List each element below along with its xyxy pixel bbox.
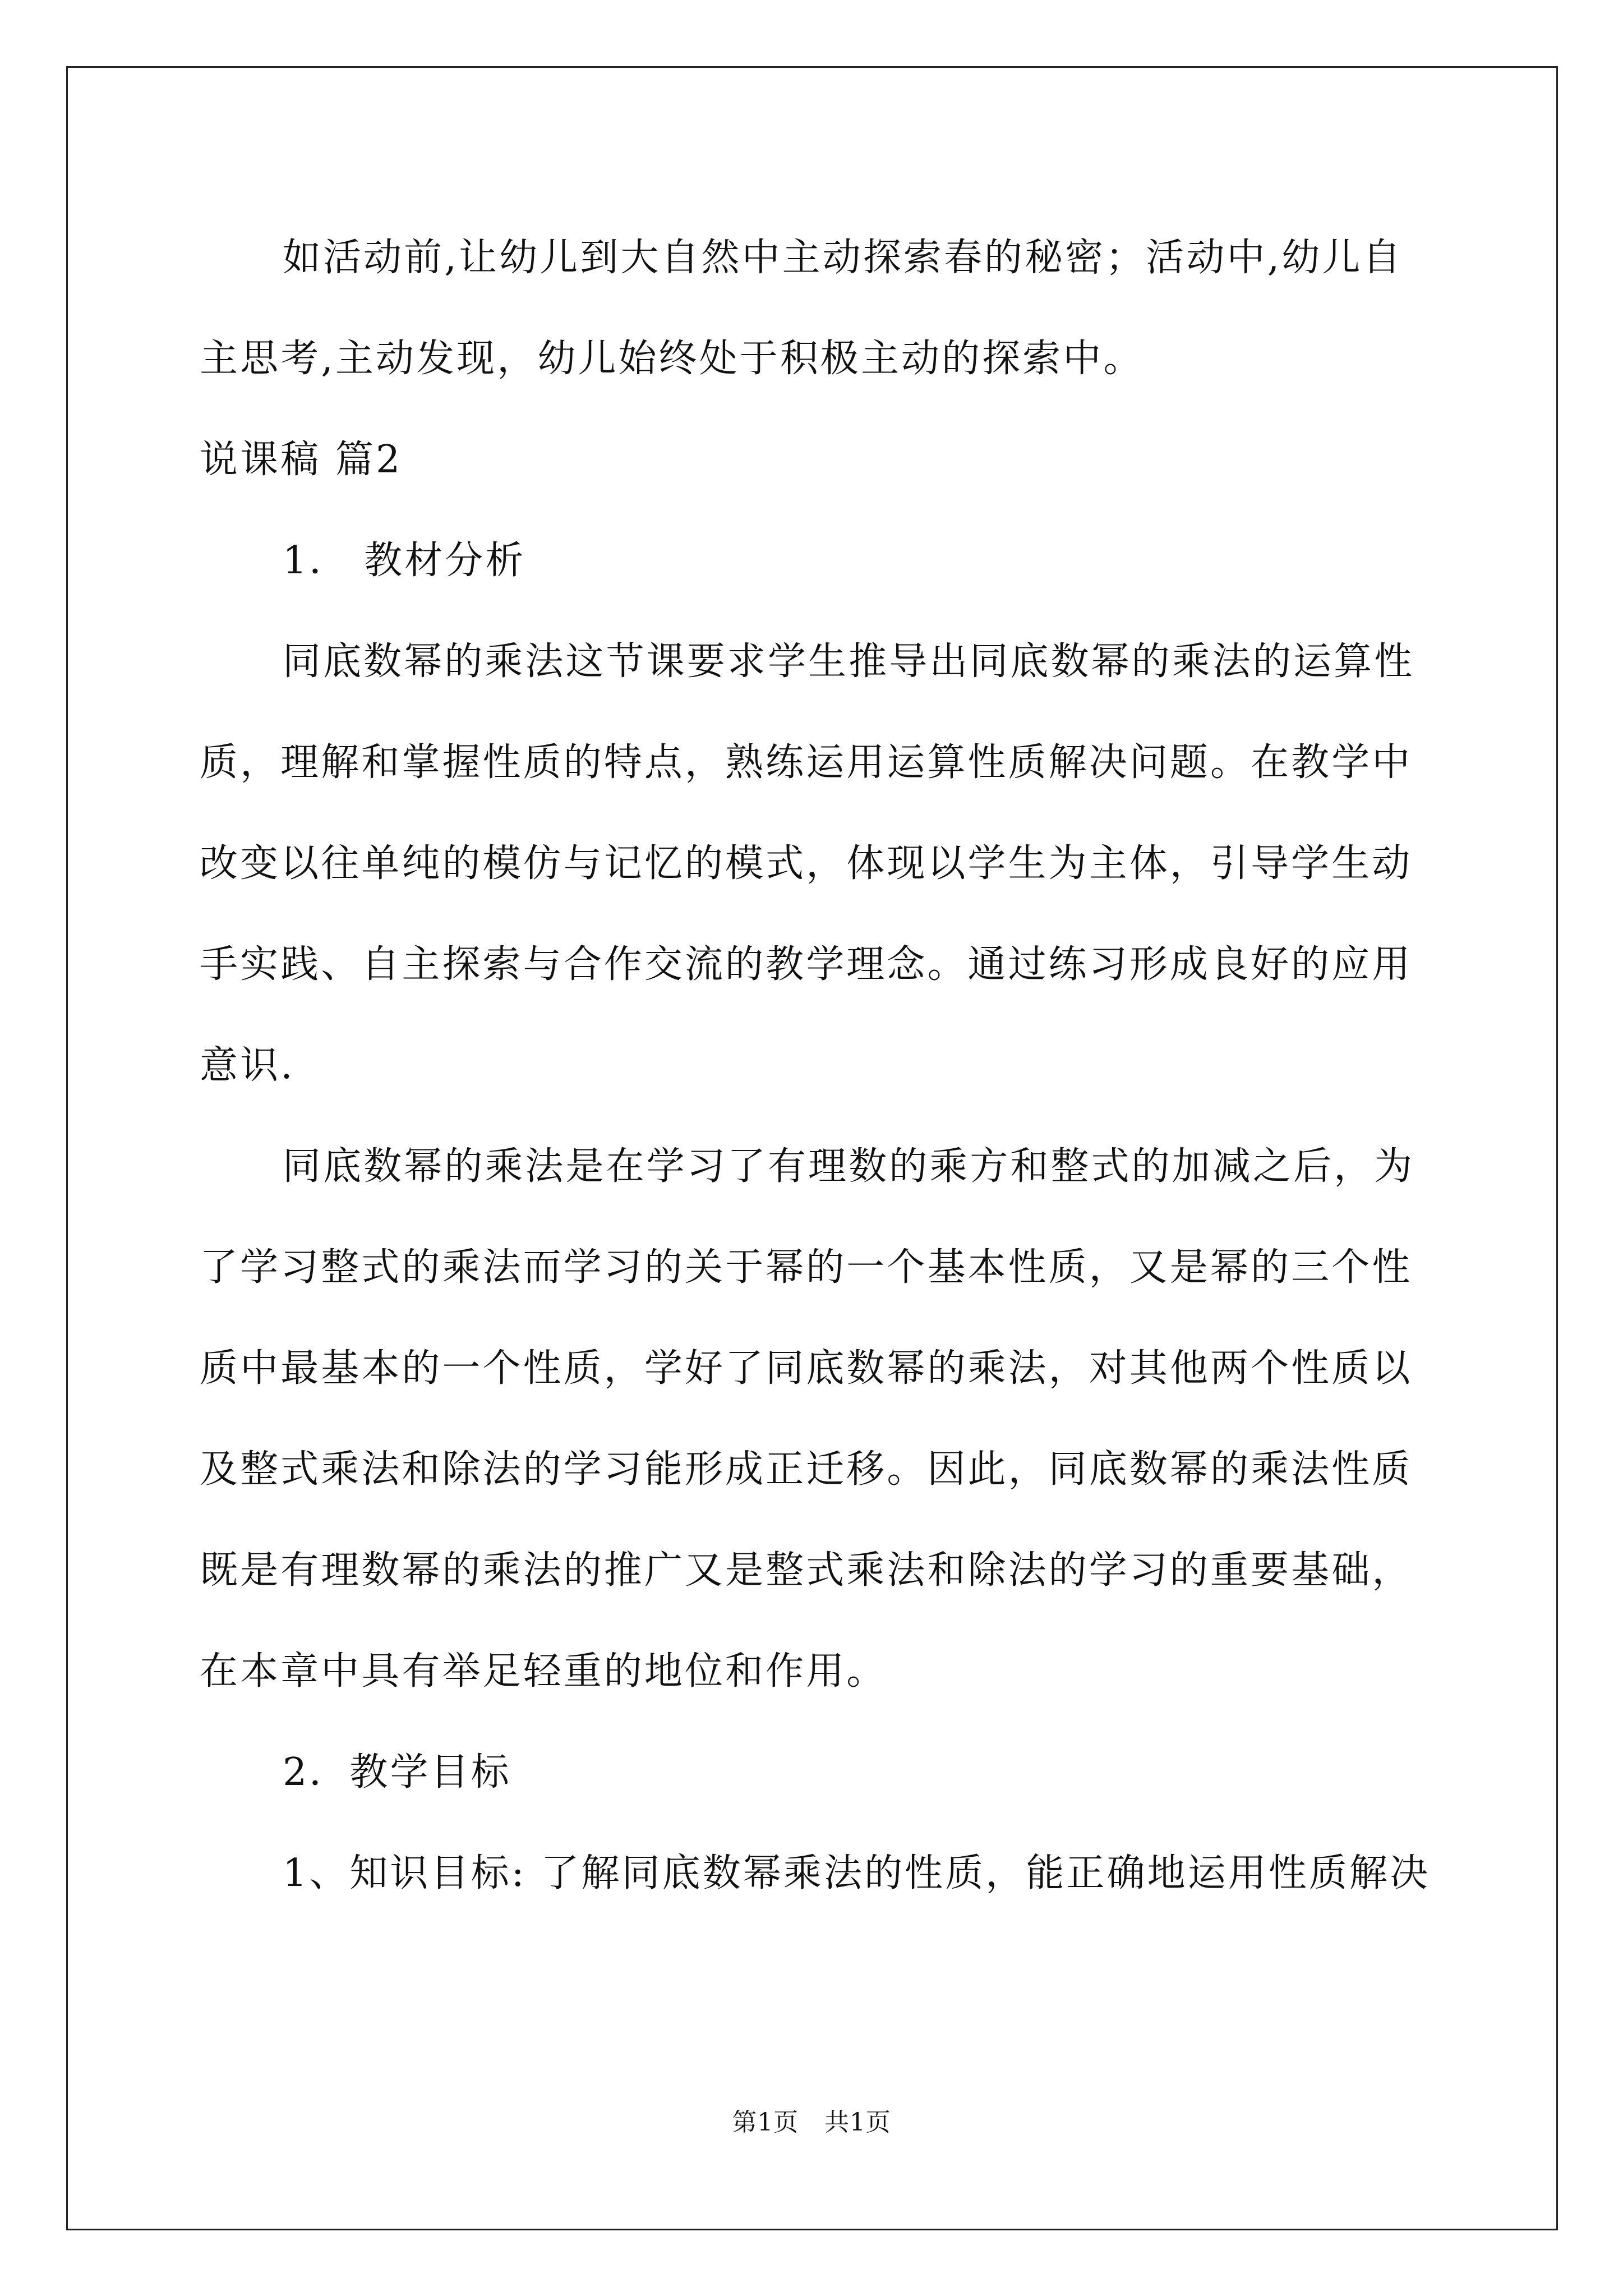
paragraph-line: 1、知识目标: 了解同底数幂乘法的性质，能正确地运用性质解决 (283, 1851, 1431, 1895)
paragraph-line: 同底数幂的乘法是在学习了有理数的乘方和整式的加减之后，为 (283, 1144, 1415, 1189)
paragraph-line: 在本章中具有举足轻重的地位和作用。 (200, 1649, 887, 1694)
paragraph-line: 同底数幂的乘法这节课要求学生推导出同底数幂的乘法的运算性 (283, 639, 1415, 684)
paragraph-line: 如活动前,让幼儿到大自然中主动探索春的秘密；活动中,幼儿自 (283, 236, 1403, 280)
paragraph-line: 及整式乘法和除法的学习能形成正迁移。因此，同底数幂的乘法性质 (200, 1447, 1413, 1492)
paragraph-line: 意识. (200, 1043, 295, 1088)
page-number-total: 共1页 (824, 2108, 891, 2137)
page-footer (0, 2102, 1623, 2138)
page-number-current: 第1页 (732, 2108, 799, 2137)
document-body (200, 208, 1439, 1924)
paragraph-line: 既是有理数幂的乘法的推广又是整式乘法和除法的学习的重要基础， (200, 1548, 1413, 1593)
subsection-heading: 1． 教材分析 (283, 539, 526, 583)
paragraph-line: 手实践、自主探索与合作交流的教学理念。通过练习形成良好的应用 (200, 942, 1413, 987)
paragraph-line: 质中最基本的一个性质，学好了同底数幂的乘法，对其他两个性质以 (200, 1346, 1413, 1391)
paragraph-line: 主思考,主动发现，幼儿始终处于积极主动的探索中。 (200, 337, 1144, 381)
subsection-heading: 2．教学目标 (283, 1750, 511, 1795)
paragraph-line: 了学习整式的乘法而学习的关于幂的一个基本性质，又是幂的三个性 (200, 1245, 1413, 1290)
section-title: 说课稿 篇2 (200, 438, 403, 482)
paragraph-line: 质，理解和掌握性质的特点，熟练运用运算性质解决问题。在教学中 (200, 740, 1413, 785)
paragraph-line: 改变以往单纯的模仿与记忆的模式，体现以学生为主体，引导学生动 (200, 841, 1413, 886)
